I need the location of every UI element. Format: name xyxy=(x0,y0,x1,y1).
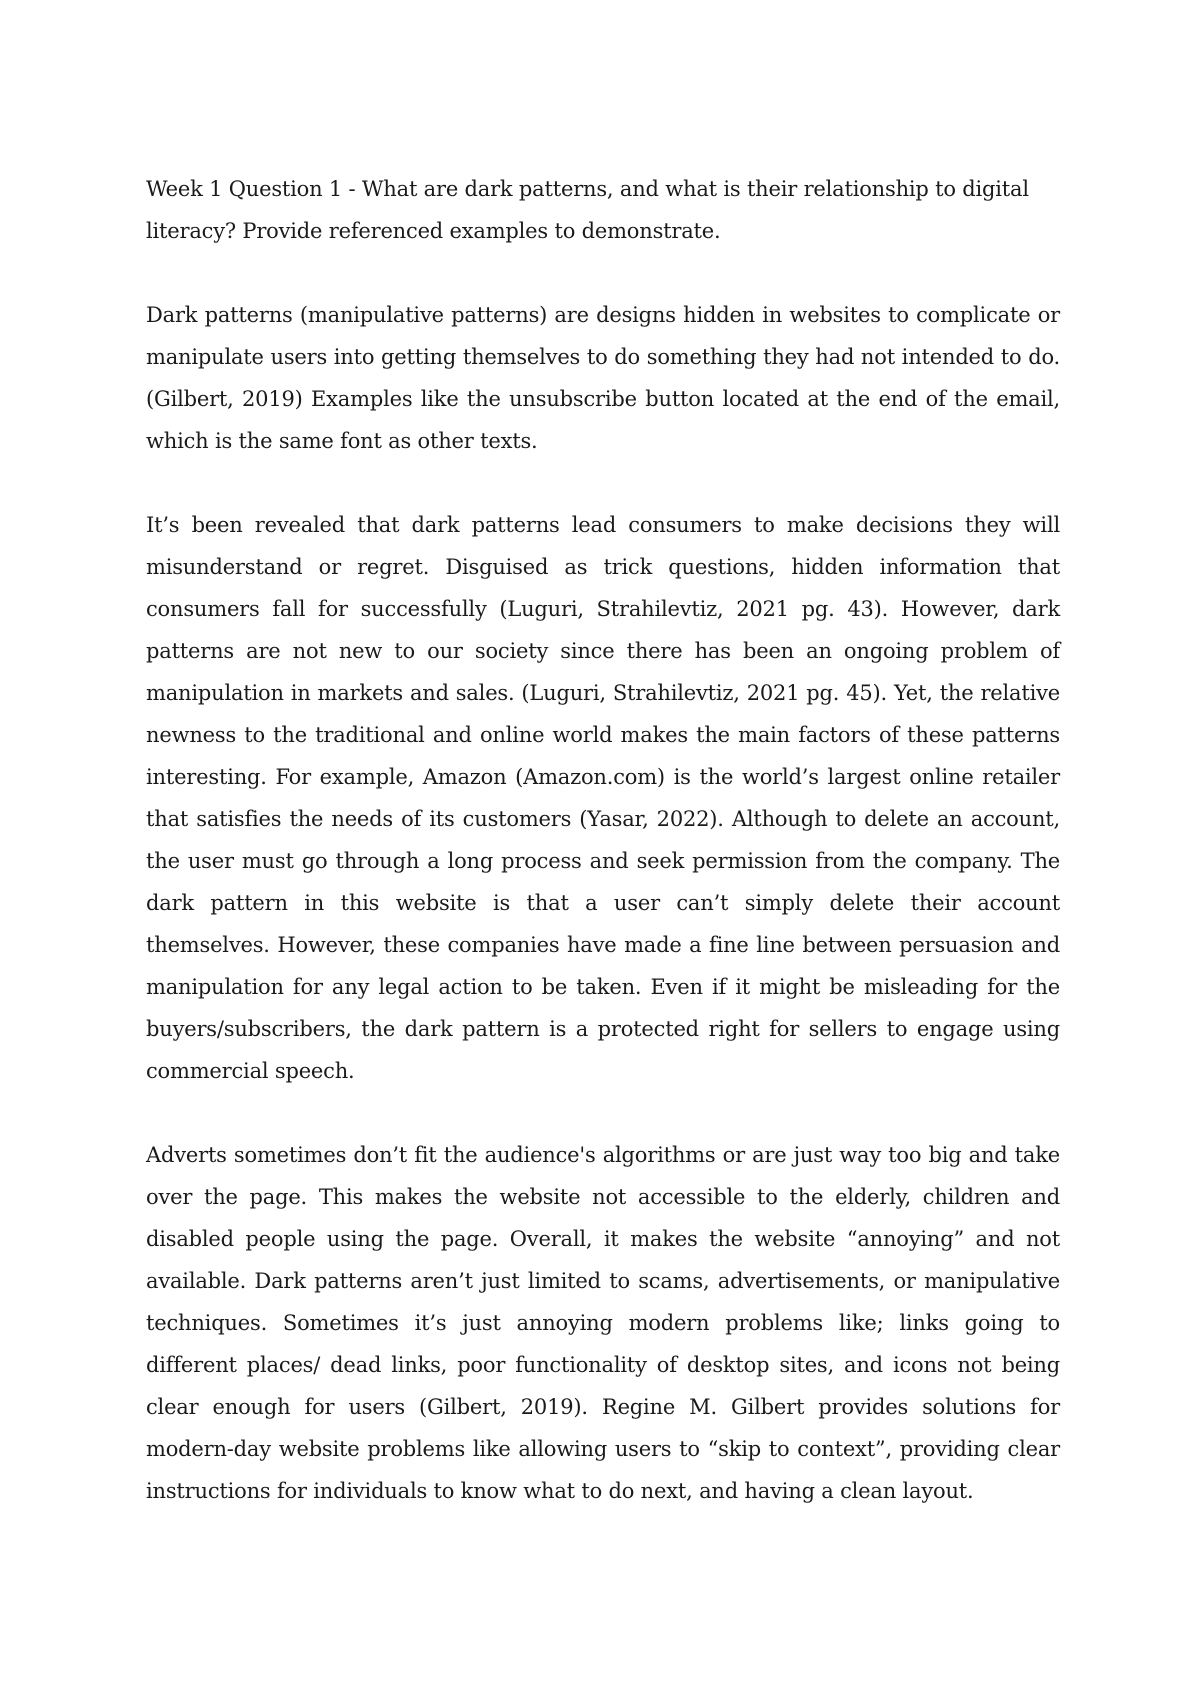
document-body xyxy=(146,168,1060,1512)
paragraph-adverts: Adverts sometimes don’t fit the audience's algorithms or are just way too big and take over the page. This makes the website not accessible to the elderly, children and disabled people using the page. Overall, it makes the website “annoying” and not available. Dark patterns aren’t just limited to scams, advertisements, or manipulative techniques. Sometimes it’s just annoying modern problems like; links going to different places/ dead links, poor functionality of desktop sites, and icons not being clear enough for users (Gilbert, 2019). Regine M. Gilbert provides solutions for modern-day website problems like allowing users to “skip to context”, providing clear instructions for individuals to know what to do next, and having a clean layout. xyxy=(146,1143,1060,1503)
question-heading: Week 1 Question 1 - What are dark patterns, and what is their relationship to digital literacy? Provide referenced examples to demonstrate. xyxy=(146,177,1029,243)
paragraph-consumer-decisions: It’s been revealed that dark patterns lead consumers to make decisions they will misunderstand or regret. Disguised as trick questions, hidden information that consumers fall for successfully (Luguri, Strahilevtiz, 2021 pg. 43). However, dark patterns are not new to our society since there has been an ongoing problem of manipulation in markets and sales. (Luguri, Strahilevtiz, 2021 pg. 45). Yet, the relative newness to the traditional and online world makes the main factors of these patterns interesting. For example, Amazon (Amazon.com) is the world’s largest online retailer that satisfies the needs of its customers (Yasar, 2022). Although to delete an account, the user must go through a long process and seek permission from the company. The dark pattern in this website is that a user can’t simply delete their account themselves. However, these companies have made a fine line between persuasion and manipulation for any legal action to be taken. Even if it might be misleading for the buyers/subscribers, the dark pattern is a protected right for sellers to engage using commercial speech. xyxy=(146,513,1060,1083)
paragraph-definition: Dark patterns (manipulative patterns) are designs hidden in websites to complicate or manipulate users into getting themselves to do something they had not intended to do. (Gilbert, 2019) Examples like the unsubscribe button located at the end of the email, which is the same font as other texts. xyxy=(146,303,1060,453)
